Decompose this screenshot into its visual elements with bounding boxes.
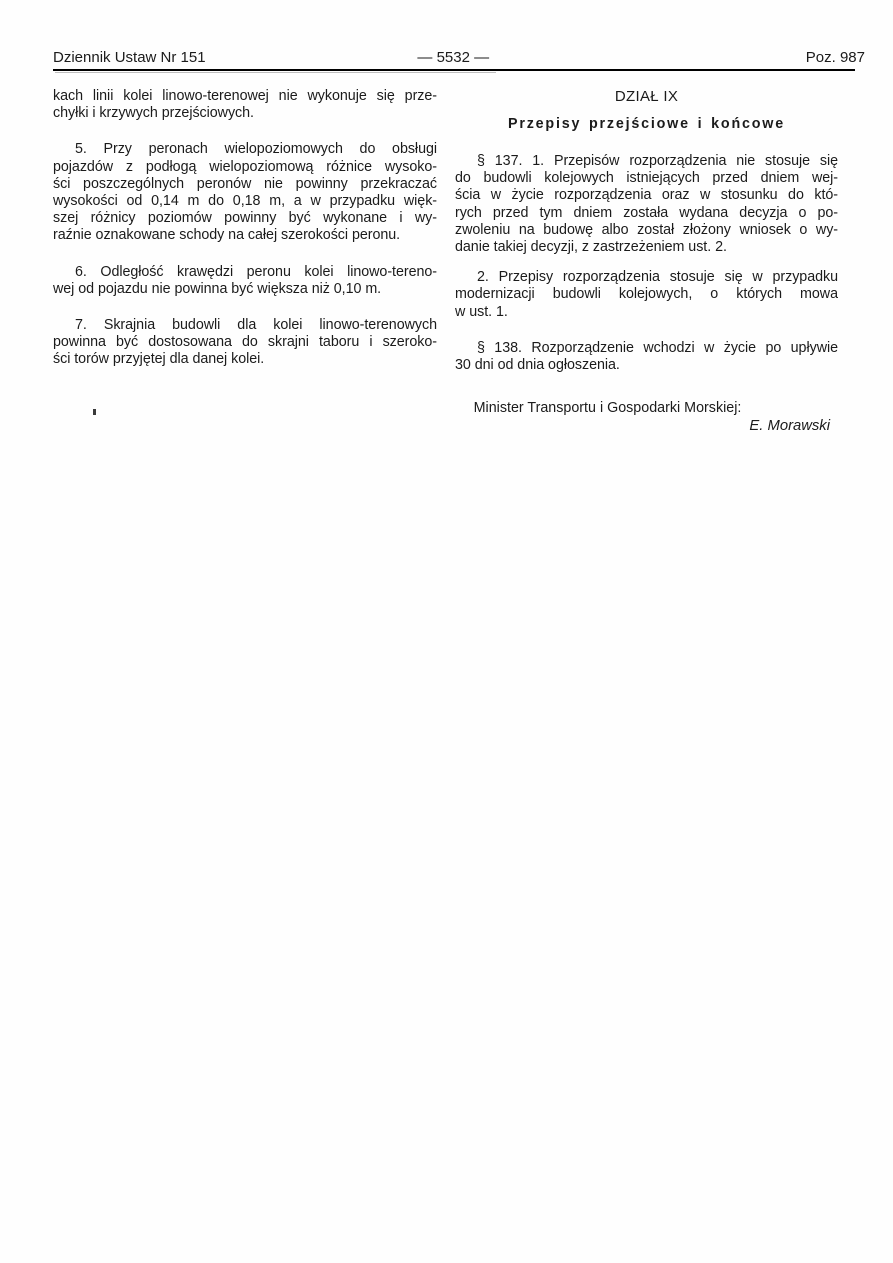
text-line: pojazdów z podłogą wielopoziomową różnice wysoko- [53,158,437,175]
text-line: 5. Przy peronach wielopoziomowych do obsługi [75,141,437,158]
signature-name: E. Morawski [749,418,830,435]
header-journal-title: Dziennik Ustaw Nr 151 [53,49,206,66]
header-page-number: — 5532 — [417,49,490,66]
paragraph [53,141,437,244]
signature-block [455,400,838,435]
text-line: rych przed tym dniem została wydana decyzja o po- [455,204,838,221]
text-line: danie takiej decyzji, z zastrzeżeniem ust. 2. [455,239,727,256]
text-line: 2. Przepisy rozporządzenia stosuje się w przypadku [477,269,838,286]
text-line: zwoleniu na budowę albo został złożony wniosek o wy- [455,221,838,238]
text-line: kach linii kolei linowo-terenowej nie wykonuje się prze- [53,88,437,104]
header-rule [53,69,855,71]
text-line: 30 dni od dnia ogłoszenia. [455,357,620,374]
text-line: w ust. 1. [455,303,508,320]
text-line: do budowli kolejowych istniejących przed dniem wej- [455,170,838,187]
text-line: modernizacji budowli kolejowych, o których mowa [455,286,838,303]
right-column [455,86,838,435]
text-line: szej różnicy poziomów powinny być wykonane i wy- [53,210,437,227]
text-line: ści poszczególnych peronów nie powinny przekraczać [53,175,437,192]
ink-speck-artifact [93,409,96,415]
text-line: 7. Skrajnia budowli dla kolei linowo-terenowych [75,317,437,334]
header-position-number: Poz. 987 [805,49,865,66]
right-column-paragraphs [455,153,838,374]
text-line: § 137. 1. Przepisów rozporządzenia nie stosuje się [477,153,838,169]
paragraph [53,264,437,298]
left-column-paragraphs [53,88,437,369]
text-line: raźnie oznakowane schody na całej szerokości peronu. [53,227,401,244]
text-line: wysokości od 0,14 m do 0,18 m, a w przypadku więk- [53,193,437,210]
paragraph [53,88,437,122]
paragraph [455,269,838,321]
text-line: 6. Odległość krawędzi peronu kolei linowo-tereno- [75,263,437,280]
section-subheading: Przepisy przejściowe i końcowe [508,116,785,132]
paragraph [53,317,437,369]
signature-title: Minister Transportu i Gospodarki Morskiej: [473,400,742,417]
text-columns [53,86,838,435]
left-column [53,86,437,388]
section-heading: DZIAŁ IX [614,88,679,105]
text-line: § 138. Rozporządzenie wchodzi w życie po upływie [477,339,838,356]
text-line: ści torów przyjętej dla danej kolei. [53,351,265,368]
page-header [53,49,865,67]
paragraph [455,340,838,374]
text-line: wej od pojazdu nie powinna być większa niż 0,10 m. [53,280,382,297]
text-line: ścia w życie rozporządzenia oraz w stosunku do któ- [455,187,838,204]
text-line: powinna być dostosowana do skrajni taboru i szeroko- [53,334,437,351]
text-line: chyłki i krzywych przejściowych. [53,105,254,122]
paragraph [455,153,838,256]
